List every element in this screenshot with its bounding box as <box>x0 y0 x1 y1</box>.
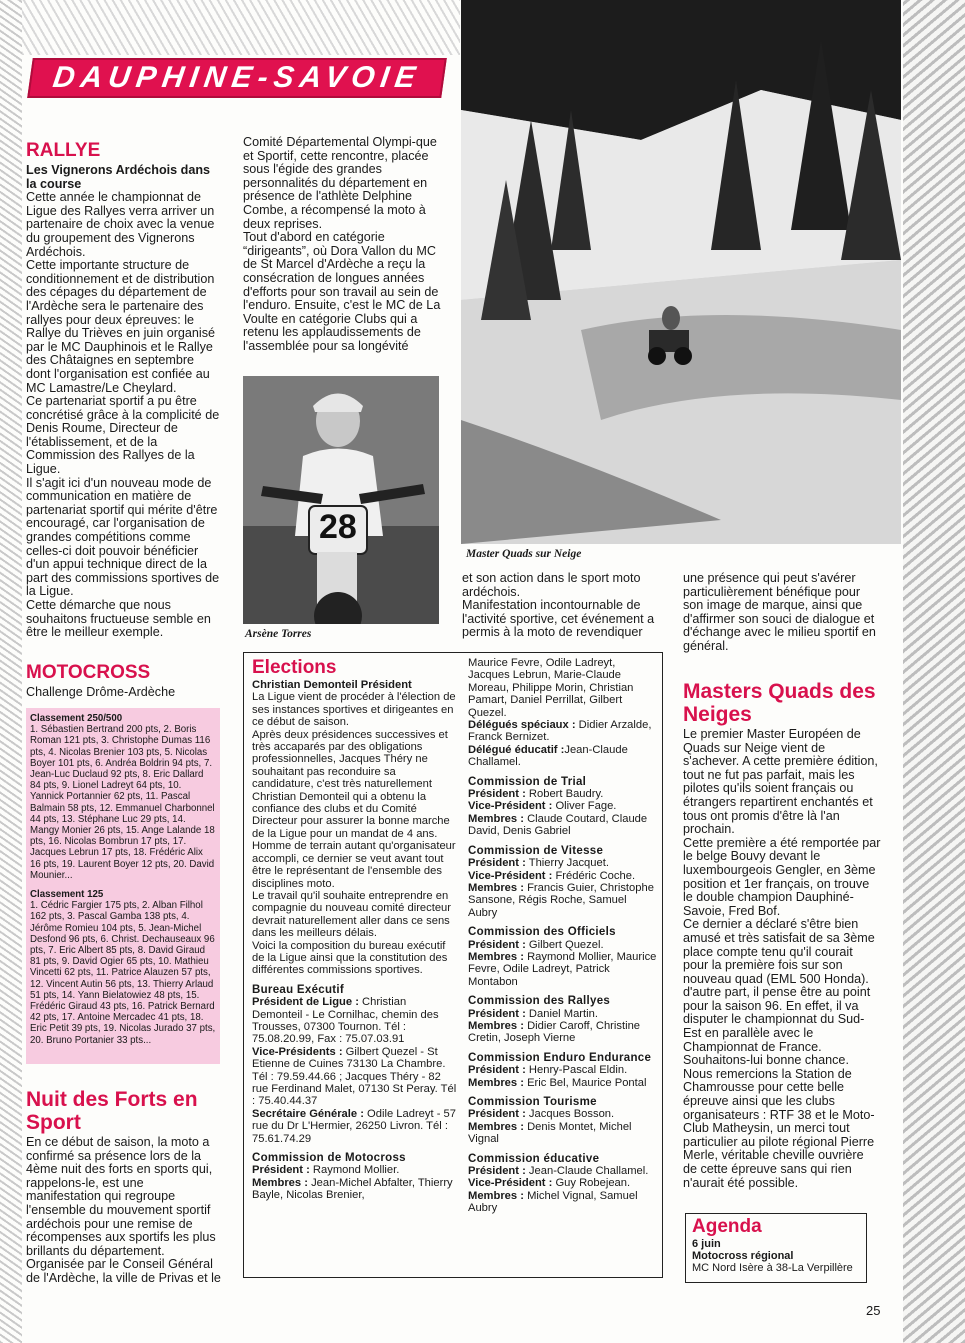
page-number: 25 <box>866 1303 881 1318</box>
bureau-value: Christian Demonteil - Le Cornilhac, chemin des Trousses, 07300 Tournon. Tél : 75.08.20.99, Fax : 75.07.03.91 <box>252 996 439 1046</box>
agenda-event: Motocross régional <box>692 1250 794 1262</box>
nuit-para: En ce début de saison, la moto a confirmé sa présence lors de la 4ème nuit des forts en sports qui, rappelons-le, est une manifestation qui regroupe l'ensemble du mouvement sportif ardéchois pour une remise de récompenses aux sportifs les plus brillants du département. <box>26 1135 216 1258</box>
commission-value: Jean-Claude Challamel. <box>525 1165 649 1178</box>
commission-value: Jean-Claude Challamel. <box>468 743 628 769</box>
elections-title: Elections <box>252 657 337 678</box>
bureau-role: Vice-Présidents : <box>252 1045 343 1058</box>
motocross-section <box>26 658 222 700</box>
nuit-section <box>26 1084 222 1286</box>
commission-item <box>468 1165 658 1177</box>
commission-item <box>468 1020 658 1045</box>
commission-item <box>468 939 658 951</box>
masters-para: Nous remercions la Station de Chamrousse pour cette belle épreuve ainsi que les clubs organisateurs : RTF 38 et le Moto-Club Matheysin, un merci tout particulier au pilote régional Pierre Merle, véritable cheville ouvrière de cette épreuve sans qui rien n'aurait été possible. <box>683 1066 875 1190</box>
commission-value: Oliver Fage. <box>552 800 617 813</box>
standings-125: 1. Cédric Fargier 175 pts, 2. Alban Filhol 162 pts, 3. Pascal Gamba 138 pts, 4. Jérôme Romieu 104 pts, 5. Jean-Michel Desfond 96 pts, 6. Christ. Dechauseaux 96 pts, 7. Eric Albert 85 pts, 8. David Giraud 81 pts, 9. David Ogier 65 pts, 10. Mathieu Vincetti 62 pts, 11. Patrice Alauzen 57 pts, 12. Vincent Autin 56 pts, 13. Thierry Arlaud 51 pts, 14. Yann Bielatowiez 48 pts, 15. Frédéric Giraud 43 pts, 16. Patrick Bernard 42 pts, 17. Antoine Mercadec 41 pts, 18. Eric Petit 39 pts, 19. Nicolas Jurado 37 pts, 20. Bruno Portanier 33 pts... <box>30 900 216 1046</box>
commission-item <box>252 1164 457 1176</box>
commission-value: Raymond Mollier, Maurice Fevre, Odile Ladreyt, Patrick Montabon <box>468 950 657 988</box>
bureau-value: Odile Ladreyt - 57 rue du Dr L'Hermier, 26250 Livron. Tél : 75.61.74.29 <box>252 1107 456 1145</box>
commission-value: Jean-Michel Abfalter, Thierry Bayle, Nicolas Brenier, <box>252 1176 453 1202</box>
commission-members-continued: Maurice Fevre, Odile Ladreyt, Jacques Lebrun, Marie-Claude Moreau, Philippe Morin, Christian Pamart, Daniel Perrillat, Gilbert Quezel. <box>468 657 634 719</box>
commission-role: Président : <box>468 1064 526 1077</box>
banner-text: DAUPHINE-SAVOIE <box>50 61 424 94</box>
commission-role: Délégués spéciaux : <box>468 719 576 732</box>
rallye-para: Cette importante structure de conditionnement et de distribution des cépages du département de l'Ardèche sera le partenaire des rallyes pour deux épreuves: le Rallye du Trièves en juin organisé par le MC Dauphinois et le Rallye des Châtaignes en septembre dont l'organisation est confiée au MC Lamastre/Le Cheylard. <box>26 258 216 395</box>
commission-role: Président : <box>252 1164 310 1177</box>
commission-value: Francis Guier, Christophe Sansone, Régis Roche, Samuel Aubry <box>468 881 654 919</box>
commission-role: Membres : <box>468 1076 524 1089</box>
col4-para: une présence qui peut s'avérer particulièrement bénéfique pour son image de marque, ainsi que d'affirmer son souci de dialogue et d'échange avec le milieu sportif en général. <box>683 571 876 653</box>
elections-para: Voici la composition du bureau exécutif de la Ligue ainsi que la constitution des différentes commissions sportives. <box>252 939 448 977</box>
col3-para: et son action dans le sport moto ardéchois. <box>462 571 641 599</box>
commission-item <box>468 857 658 869</box>
right-edge-pattern <box>903 0 965 1343</box>
rider-illustration <box>243 376 439 624</box>
standings-250: 1. Sébastien Bertrand 200 pts, 2. Boris Roman 121 pts, 3. Christophe Dumas 116 pts, 4. Nicolas Brenier 103 pts, 5. Nicolas Boyer 101 pts, 6. Andréa Boldrin 94 pts, 7. Jean-Luc Duclaud 92 pts, 8. Eric Dallard 84 pts, 9. Lionel Ladreyt 64 pts, 10. Yannick Portannier 62 pts, 11. Pascal Balmain 58 pts, 12. Emmanuel Charbonnel 44 pts, 13. Stéphane Luc 29 pts, 14. Mangy Monier 26 pts, 15. Ange Lalande 18 pts, 16. Nicolas Bombrun 17 pts, 17. Jacques Lebrun 17 pts, 18. Frédéric Alix 16 pts, 19. Laurent Boyer 12 pts, 20. David Mounier... <box>30 724 215 881</box>
elections-col-1 <box>252 657 457 1202</box>
elections-para: Après deux présidences successives et très accaparés par des obligations professionnelles, Jacques Théry ne souhaitant pas reconduire sa candidature, c'est très naturellement Christian Demonteil qui a obtenu la confiance des clubs et du Comité Directeur pour assurer la bonne marche de la Ligue pour un mandat de 4 ans. <box>252 728 450 840</box>
bureau-item <box>252 1046 457 1108</box>
elections-para: La Ligue vient de procéder à l'élection de ses instances sportives et dirigeantes en ce début de saison. <box>252 691 456 729</box>
commission-role: Président : <box>468 1108 526 1121</box>
commission-role: Membres : <box>468 1019 524 1032</box>
commission-item <box>468 1008 658 1020</box>
region-banner <box>27 58 447 98</box>
commission-role: Membres : <box>468 950 524 963</box>
nuit-title: Nuit des Forts en Sport <box>26 1088 198 1134</box>
commission-role: Vice-Président : <box>468 800 553 813</box>
standings-title-250: Classement 250/500 <box>30 713 123 724</box>
commissions-list <box>468 776 658 1215</box>
agenda-box <box>685 1213 867 1283</box>
rider-caption: Arsène Torres <box>245 628 312 640</box>
commission-role: Président : <box>468 1007 526 1020</box>
commission-item <box>468 788 658 800</box>
standings-title-125: Classement 125 <box>30 889 104 901</box>
rider-photo <box>243 376 439 624</box>
elections-box <box>243 652 663 1278</box>
agenda-date: 6 juin <box>692 1238 721 1250</box>
rallye-subtitle: Les Vignerons Ardéchois dans la course <box>26 163 211 191</box>
commission-item <box>468 1108 658 1120</box>
commission-item <box>468 1121 658 1146</box>
commission-item <box>468 1190 658 1215</box>
bureau-item <box>252 996 457 1046</box>
commission-title: Commission Tourisme <box>468 1096 597 1108</box>
commission-item <box>468 800 658 812</box>
commission-item <box>468 870 658 882</box>
elections-col-2 <box>468 657 658 1215</box>
commission-title: Commission des Officiels <box>468 926 616 939</box>
commission-value: Robert Baudry. <box>525 788 604 801</box>
commission-value: Didier Caroff, Christine Cretin, Joseph Vierne <box>468 1019 641 1045</box>
commission-role: Membres : <box>468 1120 524 1133</box>
masters-title: Masters Quads des Neiges <box>683 680 876 726</box>
commission-value: Claude Coutard, Claude David, Denis Gabriel <box>468 812 648 838</box>
commission-role: Membres : <box>252 1176 308 1189</box>
motocross-title: MOTOCROSS <box>26 662 151 683</box>
commission-value: Gilbert Quezel. <box>525 938 604 951</box>
header-pattern <box>22 0 460 55</box>
left-edge-pattern <box>0 0 22 1343</box>
elections-para: Homme de terrain autant qu'organisateur accompli, ce dernier se veut avant tout être le représentant de l'ensemble des disciplines moto. <box>252 840 456 890</box>
bureau-title: Bureau Exécutif <box>252 983 345 996</box>
commission-value: Henry-Pascal Eldin. <box>525 1064 628 1077</box>
commission-role: Membres : <box>468 1189 524 1202</box>
column-3-text <box>462 572 662 640</box>
commission-title: Commission éducative <box>468 1152 600 1165</box>
rallye-para: Cette année le championnat de Ligue des Rallyes verra arriver un partenaire de choix avec la venue du groupement des Vignerons Ardéchois. <box>26 190 215 259</box>
commission-value: Guy Robejean. <box>552 1177 631 1190</box>
masters-para: Le premier Master Européen de Quads sur Neige vient de s'achever. A cette première édition, tout ne fut pas parfait, mais les pilotes qu'ils soient français ou étrangers repartirent enchantés et tous ont promis d'être là l'an prochain. <box>683 727 878 837</box>
commission-title: Commission des Rallyes <box>468 995 611 1008</box>
col2-para: Comité Départemental Olympi-que et Sportif, cette rencontre, placée sous l'égide des grandes personnalités du département en présence de l'athlète Delphine Combe, a récompensé la moto à deux reprises. <box>243 135 437 231</box>
commission-item <box>468 1064 658 1076</box>
commission-value: Didier Arzalde, Franck Bernizet. <box>468 719 652 744</box>
commission-role: Membres : <box>468 812 524 825</box>
col2-para: Tout d'abord en catégorie “dirigeants”, où Dora Vallon du MC de St Marcel d'Ardèche a reçu la consécration de longues années d'efforts pour son travail au sein de l'enduro. Ensuite, c'est le MC de La Voulte en catégorie Clubs qui a retenu les applaudissements de l'assemblée pour sa longévité <box>243 230 441 353</box>
commission-title: Commission de Motocross <box>252 1152 406 1165</box>
commission-value: Michel Vignal, Samuel Aubry <box>468 1189 638 1215</box>
rallye-para: Cette démarche que nous souhaitons fructueuse semble en être le meilleur exemple. <box>26 598 211 640</box>
bureau-role: Président de Ligue : <box>252 996 359 1009</box>
quad-caption: Master Quads sur Neige <box>466 548 582 560</box>
commission-role: Président : <box>468 857 526 870</box>
commission-role: Membres : <box>468 881 524 894</box>
agenda-title: Agenda <box>692 1216 762 1237</box>
quad-photo <box>461 0 901 544</box>
commission-role: Président : <box>468 1165 526 1178</box>
masters-section <box>683 676 881 1190</box>
commission-item <box>468 951 658 988</box>
commission-value: Thierry Jacquet. <box>525 857 609 870</box>
commission-item <box>252 1177 457 1202</box>
commission-title: Commission de Trial <box>468 775 587 788</box>
commission-item <box>468 744 658 769</box>
commission-value: Raymond Mollier. <box>309 1164 400 1177</box>
commission-item <box>468 882 658 919</box>
commission-item <box>468 813 658 838</box>
commission-value: Denis Montet, Michel Vignal <box>468 1120 632 1146</box>
commission-title: Commission de Vitesse <box>468 844 604 857</box>
bureau-value: Gilbert Quezel - St Etienne de Cuines 73130 La Chambre. Tél : 79.59.44.66 ; Jacques Théry - 82 rue Ferdinand Malet, 07130 St Peray. Tél : 75.40.44.37 <box>252 1045 457 1108</box>
commission-value: Frédéric Coche. <box>552 869 636 882</box>
bureau-item <box>252 1108 457 1145</box>
standings-box <box>26 708 220 1064</box>
elections-para: Le travail qu'il souhaite entreprendre en compagnie du nouveau comité directeur devrait naturellement aller dans ce sens dans les meilleurs délais. <box>252 889 452 940</box>
commission-item <box>468 719 658 744</box>
motocross-subtitle: Challenge Drôme-Ardèche <box>26 685 176 699</box>
commission-item <box>468 1177 658 1189</box>
nuit-para: Organisée par le Conseil Général de l'Ardèche, la ville de Privas et le <box>26 1257 221 1285</box>
masters-para: Ce dernier a déclaré s'être bien amusé et très satisfait de sa 3ème place compte tenu qu'il courait pour la première fois sur son nouveau quad (EML 500 Honda). d'autre part, il pense être au point pour la saison 96. En effet, il va disputer le championnat du Sud-Est en parallèle avec le Championnat de France. Souhaitons-lui bonne chance. <box>683 917 875 1068</box>
column-2-text <box>243 136 441 354</box>
commission-role: Délégué éducatif : <box>468 743 565 756</box>
snow-landscape-illustration <box>461 0 901 544</box>
commission-value: Eric Bel, Maurice Pontal <box>523 1076 647 1089</box>
commission-role: Vice-Président : <box>468 869 553 882</box>
race-number: 28 <box>319 508 357 546</box>
commission-role: Vice-Président : <box>468 1177 553 1190</box>
commission-role: Président : <box>468 938 526 951</box>
commission-role: Président : <box>468 788 526 801</box>
rallye-para: Ce partenariat sportif a pu être concrétisé grâce à la complicité de Denis Roume, Directeur de l'établissement, et de la Commission des Rallyes de la Ligue. <box>26 394 220 477</box>
commission-value: Daniel Martin. <box>525 1007 598 1020</box>
commission-title: Commission Enduro Endurance <box>468 1051 652 1064</box>
masters-para: Cette première a été remportée par le belge Bouvy devant le luxembourgeois Gengler, en 3ème position et 1er français, on trouve le double champion Dauphiné-Savoie, Fred Bof. <box>683 835 881 918</box>
commission-value: Jacques Bosson. <box>525 1108 615 1121</box>
rallye-section <box>26 136 222 640</box>
rallye-title: RALLYE <box>26 140 101 161</box>
column-4-text <box>683 572 881 654</box>
agenda-place: MC Nord Isère à 38-La Verpillère <box>692 1262 853 1274</box>
bureau-role: Secrétaire Générale : <box>252 1107 364 1120</box>
elections-subtitle: Christian Demonteil Président <box>252 679 412 691</box>
rallye-para: Il s'agit ici d'un nouveau mode de communication en matière de partenariat sportif qui mérite d'être encouragé, car l'organisation de grandes compétitions comme celles-ci doit pouvoir bénéficier d'un appui technique direct de la part des commissions sportives de la Ligue. <box>26 475 220 599</box>
commission-item <box>468 1077 658 1089</box>
col3-para: Manifestation incontournable de l'activité sportive, cet événement a permis à la moto de revendiquer <box>462 598 655 640</box>
